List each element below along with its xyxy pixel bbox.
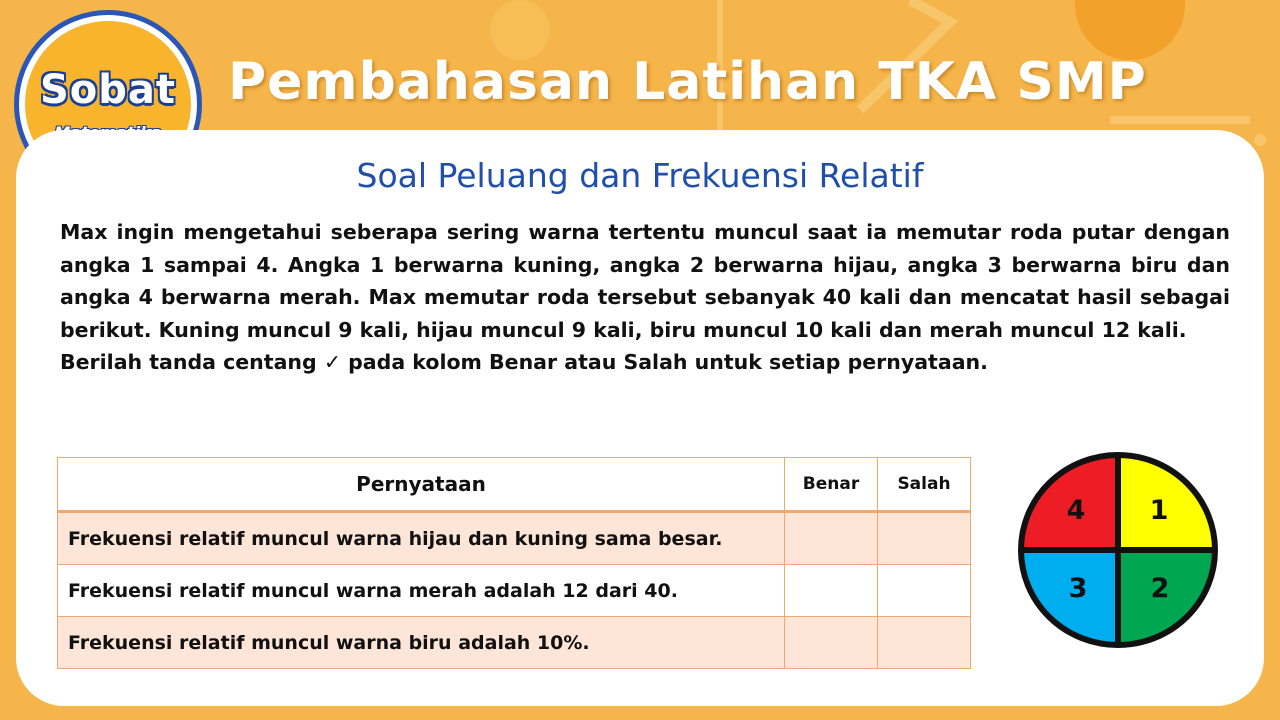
table-header-row [58,458,971,512]
statement-text: Frekuensi relatif muncul warna hijau dan kuning sama besar. [58,512,785,565]
table-row [58,617,971,669]
statement-text: Frekuensi relatif muncul warna merah adalah 12 dari 40. [58,565,785,617]
true-checkbox-cell[interactable] [785,565,878,617]
header-true: Benar [785,458,878,512]
true-checkbox-cell[interactable] [785,512,878,565]
sector-label-2: 2 [1150,573,1170,604]
false-checkbox-cell[interactable] [878,565,971,617]
sector-label-4: 4 [1066,495,1086,526]
sector-label-1: 1 [1149,495,1169,526]
header-statement: Pernyataan [58,458,785,512]
statement-table [57,457,971,669]
false-checkbox-cell[interactable] [878,617,971,669]
instruction-text: Berilah tanda centang ✓ pada kolom Benar atau Salah untuk setiap pernyataan. [60,350,988,374]
statement-text: Frekuensi relatif muncul warna biru adalah 10%. [58,617,785,669]
problem-text [60,216,1230,379]
card-subtitle: Soal Peluang dan Frekuensi Relatif [356,156,924,195]
page-title: Pembahasan Latihan TKA SMP [228,52,1147,112]
false-checkbox-cell[interactable] [878,512,971,565]
table-row [58,512,971,565]
header-false: Salah [878,458,971,512]
problem-paragraph: Max ingin mengetahui seberapa sering warna tertentu muncul saat ia memutar roda putar dengan angka 1 sampai 4. Angka 1 berwarna kuning, angka 2 berwarna hijau, angka 3 berwarna biru dan angka 4 berwarna merah. Max memutar roda tersebut sebanyak 40 kali dan mencatat hasil sebagai berikut. Kuning muncul 9 kali, hijau muncul 9 kali, biru muncul 10 kali dan merah muncul 12 kali. [60,220,1230,342]
logo-brand-text: Sobat [39,67,177,113]
spinner-wheel [1018,452,1218,648]
content-card [16,130,1264,706]
table-row [58,565,971,617]
true-checkbox-cell[interactable] [785,617,878,669]
sector-label-3: 3 [1068,573,1088,604]
